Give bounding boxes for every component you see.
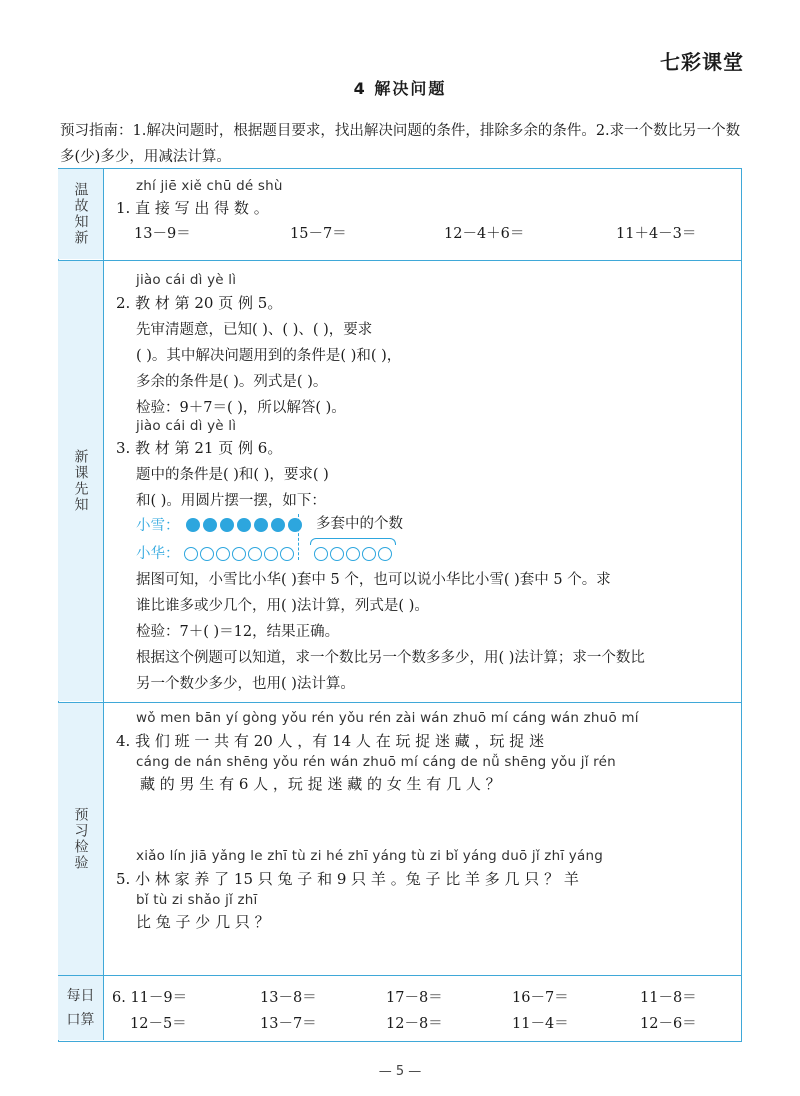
q2-line: 多余的条件是( )。列式是( )。 (136, 374, 328, 390)
page-title: 4 解决问题 (353, 79, 447, 98)
extra-count-label: 多套中的个数 (316, 516, 403, 532)
q5-pinyin: bǐ tù zi shǎo jǐ zhī (136, 892, 258, 908)
label-review: 温故知新 (58, 169, 103, 259)
q2-line: 检验：9＋7＝( )，所以解答( )。 (136, 400, 346, 416)
q5-text: 5. 小 林 家 养 了 15 只 兔 子 和 9 只 羊 。兔 子 比 羊 多 几 只 ？ 羊 (116, 870, 579, 888)
q1-item: 11＋4－3＝ (616, 226, 697, 242)
q3-line: 另一个数少多少，也用( )法计算。 (136, 676, 355, 692)
q2-text: 2. 教 材 第 20 页 例 5。 (116, 294, 283, 312)
empty-counter-icon (184, 547, 198, 561)
daily-item: 13－8＝ (260, 990, 317, 1006)
empty-counter-icon (378, 547, 392, 561)
empty-counter-icon (362, 547, 376, 561)
daily-item: 12－5＝ (130, 1016, 187, 1032)
brand-logo: 七彩课堂 (660, 50, 744, 74)
filled-counter-icon (288, 518, 302, 532)
label-new: 新课先知 (58, 261, 103, 701)
empty-counter-icon (200, 547, 214, 561)
daily-item: 12－6＝ (640, 1016, 697, 1032)
section-divider (58, 260, 742, 261)
daily-item: 11－4＝ (512, 1016, 569, 1032)
filled-counter-icon (186, 518, 200, 532)
daily-item: 11－8＝ (640, 990, 697, 1006)
empty-counter-icon (232, 547, 246, 561)
q4-pinyin: cáng de nán shēng yǒu rén wán zhuō mí cáng de nǚ shēng yǒu jǐ rén (136, 754, 616, 770)
label-preview: 预习检验 (58, 703, 103, 975)
filled-counter-icon (237, 518, 251, 532)
empty-counter-icon (216, 547, 230, 561)
empty-counter-icon (346, 547, 360, 561)
label-daily: 每日 口算 (58, 976, 103, 1040)
q5-pinyin: xiǎo lín jiā yǎng le zhī tù zi hé zhī yáng tù zi bǐ yáng duō jǐ zhī yáng (136, 848, 603, 864)
q3-line: 题中的条件是( )和( )，要求( ) (136, 467, 329, 483)
empty-counter-icon (314, 547, 328, 561)
q2-pinyin: jiào cái dì yè lì (136, 272, 237, 288)
daily-item: 6. 11－9＝ (112, 990, 188, 1006)
q3-line: 根据这个例题可以知道，求一个数比另一个数多多少，用( )法计算；求一个数比 (136, 650, 645, 666)
filled-counter-icon (254, 518, 268, 532)
filled-counter-icon (203, 518, 217, 532)
q3-line: 检验：7＋( )＝12，结果正确。 (136, 624, 340, 640)
empty-counter-icon (264, 547, 278, 561)
q3-line: 和( )。用圆片摆一摆，如下： (136, 493, 326, 509)
section-divider (58, 702, 742, 703)
q1-item: 12－4＋6＝ (444, 226, 525, 242)
q3-pinyin: jiào cái dì yè lì (136, 418, 237, 434)
xiaoxue-counters (186, 514, 305, 533)
q2-line: 先审清题意，已知( )、( )、( )，要求 (136, 322, 373, 338)
empty-counter-icon (280, 547, 294, 561)
daily-item: 17－8＝ (386, 990, 443, 1006)
xiaohua-counters (184, 543, 296, 562)
daily-item: 16－7＝ (512, 990, 569, 1006)
extra-counters (314, 543, 394, 562)
q5-text: 比 兔 子 少 几 只 ？ (136, 913, 270, 931)
q1-item: 15－7＝ (290, 226, 347, 242)
q4-text: 4. 我 们 班 一 共 有 20 人 ，有 14 人 在 玩 捉 迷 藏 ，玩 捉 迷 (116, 732, 545, 750)
empty-counter-icon (330, 547, 344, 561)
q2-line: ( )。其中解决问题用到的条件是( )和( )， (136, 348, 402, 364)
dashed-divider (298, 514, 299, 560)
label-column-divider (103, 168, 104, 1040)
filled-counter-icon (271, 518, 285, 532)
preview-guide: 预习指南：1.解决问题时，根据题目要求，找出解决问题的条件，排除多余的条件。2.求一个数比另一个数多(少)多少，用减法计算。 (60, 123, 741, 165)
q4-text: 藏 的 男 生 有 6 人 ，玩 捉 迷 藏 的 女 生 有 几 人 ？ (140, 775, 501, 793)
q4-pinyin: wǒ men bān yí gòng yǒu rén yǒu rén zài wán zhuō mí cáng wán zhuō mí (136, 710, 639, 726)
q3-line: 据图可知，小雪比小华( )套中 5 个，也可以说小华比小雪( )套中 5 个。求 (136, 572, 611, 588)
xiaohua-label: 小华： (136, 546, 180, 562)
xiaoxue-label: 小雪： (136, 518, 180, 534)
q1-pinyin: zhí jiē xiě chū dé shù (136, 178, 283, 194)
q1-item: 13－9＝ (134, 226, 191, 242)
daily-item: 12－8＝ (386, 1016, 443, 1032)
q3-line: 谁比谁多或少几个，用( )法计算，列式是( )。 (136, 598, 429, 614)
page-number: — 5 — (378, 1064, 422, 1079)
section-divider (58, 975, 742, 976)
filled-counter-icon (220, 518, 234, 532)
q1-text: 1. 直 接 写 出 得 数 。 (116, 199, 269, 217)
empty-counter-icon (248, 547, 262, 561)
daily-item: 13－7＝ (260, 1016, 317, 1032)
q3-text: 3. 教 材 第 21 页 例 6。 (116, 439, 283, 457)
